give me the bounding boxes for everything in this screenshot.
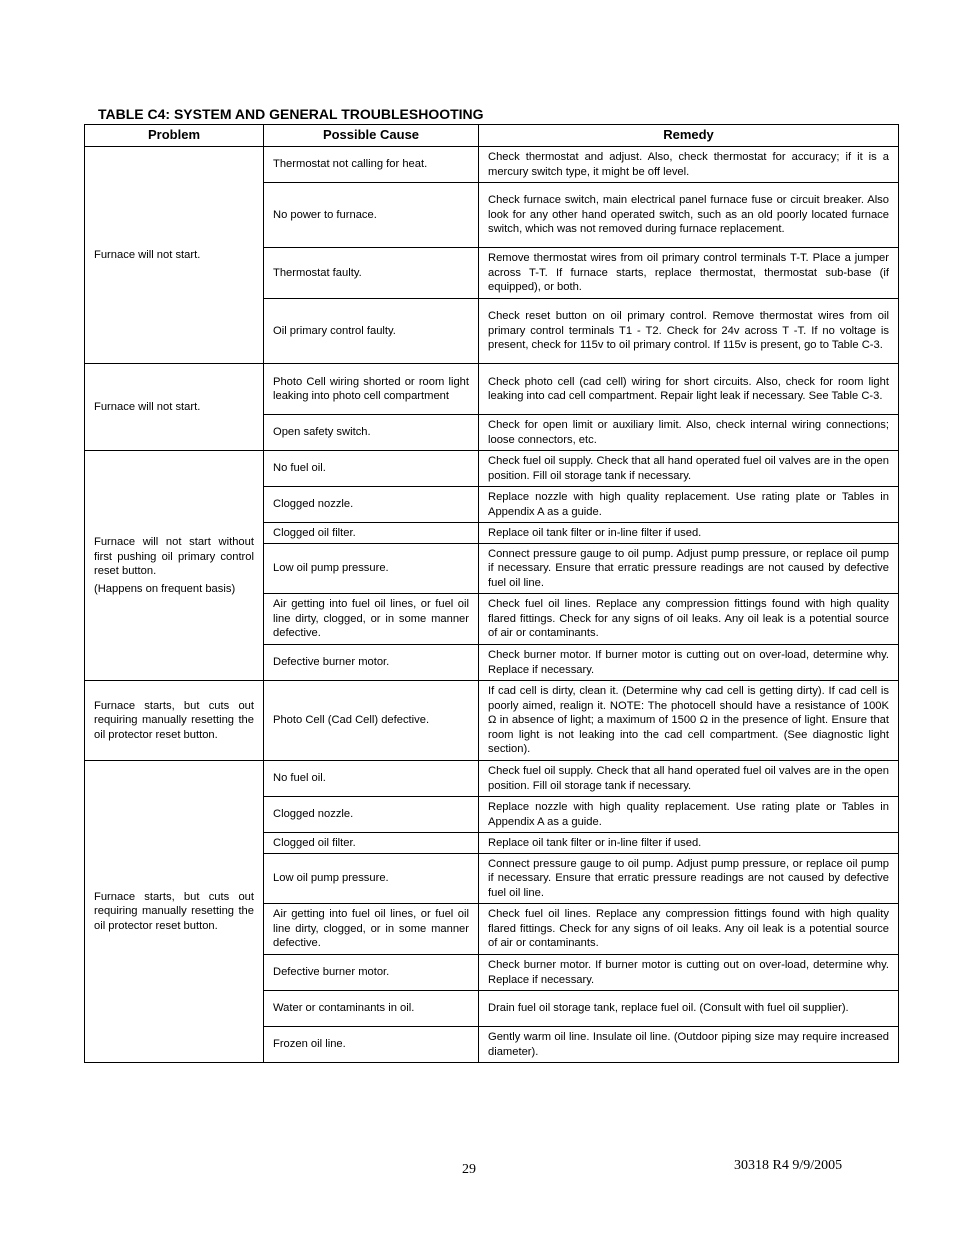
remedy-cell: Replace nozzle with high quality replacement. Use rating plate or Tables in Appendix A as a guide. [479,487,899,523]
cause-cell: Clogged nozzle. [264,797,479,833]
problem-cell [85,364,264,451]
cause-cell: Thermostat not calling for heat. [264,147,479,183]
problem-cell [85,681,264,761]
troubleshooting-table [84,124,899,1063]
remedy-cell: Check fuel oil lines. Replace any compression fittings found with high quality flared fittings. Check for any signs of oil leaks. Any oil leak is a potential source of air or contaminants. [479,594,899,645]
remedy-cell: Check furnace switch, main electrical panel furnace fuse or circuit breaker. Also look for any other hand operated switch, such as an old poorly located furnace switch, which was not removed during furnace replacement. [479,183,899,248]
table-row [85,761,899,797]
header-remedy: Remedy [479,125,899,147]
cause-cell: Open safety switch. [264,415,479,451]
table-row [85,681,899,761]
remedy-cell: Replace oil tank filter or in-line filter if used. [479,833,899,854]
remedy-cell: Connect pressure gauge to oil pump. Adjust pump pressure, or replace oil pump if necessary. Ensure that erratic pressure readings are not caused by defective fuel oil line. [479,544,899,594]
remedy-cell: Remove thermostat wires from oil primary control terminals T-T. Place a jumper across T-T. If furnace starts, replace thermostat, thermostat sub-base (if equipped), or both. [479,248,899,299]
remedy-cell: Check burner motor. If burner motor is cutting out on over-load, determine why. Replace if necessary. [479,955,899,991]
cause-cell: No fuel oil. [264,761,479,797]
table-title: TABLE C4: SYSTEM AND GENERAL TROUBLESHOOTING [98,106,484,122]
table-row [85,147,899,183]
remedy-cell: Replace oil tank filter or in-line filter if used. [479,523,899,544]
problem-cell [85,451,264,681]
cause-cell: Clogged oil filter. [264,523,479,544]
problem-note: (Happens on frequent basis) [94,582,236,595]
remedy-cell: Gently warm oil line. Insulate oil line. (Outdoor piping size may require increased diameter). [479,1027,899,1063]
cause-cell: Low oil pump pressure. [264,544,479,594]
cause-cell: Clogged nozzle. [264,487,479,523]
table-header-row [85,125,899,147]
remedy-cell: Check burner motor. If burner motor is cutting out on over-load, determine why. Replace if necessary. [479,645,899,681]
table-body [85,147,899,1063]
cause-cell: Thermostat faulty. [264,248,479,299]
table-row [85,451,899,487]
cause-cell: No fuel oil. [264,451,479,487]
cause-cell: Frozen oil line. [264,1027,479,1063]
cause-cell: Low oil pump pressure. [264,854,479,904]
table-row [85,364,899,415]
remedy-cell: Check fuel oil supply. Check that all hand operated fuel oil valves are in the open position. Fill oil storage tank if necessary. [479,451,899,487]
problem-text: Furnace starts, but cuts out requiring manually resetting the oil protector reset button. [94,699,254,741]
remedy-cell: Drain fuel oil storage tank, replace fuel oil. (Consult with fuel oil supplier). [479,991,899,1027]
remedy-cell: Check fuel oil lines. Replace any compression fittings found with high quality flared fittings. Check for any signs of oil leaks. Any oil leak is a potential source of air or contaminants. [479,904,899,955]
remedy-cell: Replace nozzle with high quality replacement. Use rating plate or Tables in Appendix A as a guide. [479,797,899,833]
problem-text: Furnace starts, but cuts out requiring manually resetting the oil protector reset button. [94,890,254,932]
cause-cell: Oil primary control faulty. [264,299,479,364]
cause-cell: Air getting into fuel oil lines, or fuel oil line dirty, clogged, or in some manner defective. [264,594,479,645]
remedy-cell: Check reset button on oil primary control. Remove thermostat wires from oil primary control terminals T1 - T2. Check for 24v across T -T. If no voltage is present, check for 115v to oil primary control. If 115v is present, go to Table C-3. [479,299,899,364]
header-possible-cause: Possible Cause [264,125,479,147]
page-number: 29 [462,1162,476,1177]
cause-cell: Clogged oil filter. [264,833,479,854]
cause-cell: No power to furnace. [264,183,479,248]
remedy-cell: Check photo cell (cad cell) wiring for short circuits. Also, check for room light leaking into cad cell compartment. Repair light leak if necessary. See Table C-3. [479,364,899,415]
remedy-cell: Check fuel oil supply. Check that all hand operated fuel oil valves are in the open position. Fill oil storage tank if necessary. [479,761,899,797]
cause-cell: Defective burner motor. [264,645,479,681]
remedy-cell: Connect pressure gauge to oil pump. Adjust pump pressure, or replace oil pump if necessary. Ensure that erratic pressure readings are not caused by defective fuel oil line. [479,854,899,904]
document-id: 30318 R4 9/9/2005 [734,1158,843,1173]
remedy-cell: Check thermostat and adjust. Also, check thermostat for accuracy; if it is a mercury switch type, it might be off level. [479,147,899,183]
remedy-cell: If cad cell is dirty, clean it. (Determine why cad cell is getting dirty). If cad cell is poorly aimed, realign it. NOTE: The photocell should have a resistance of 100K Ω in absence of light; a maximum of 1500 Ω in the presence of light. Ensure that room light is not leaking into the cad cell compartment. (See diagnostic light section). [479,681,899,761]
problem-cell [85,147,264,364]
problem-text: Furnace will not start without first pushing oil primary control reset button. [94,536,254,577]
cause-cell: Photo Cell wiring shorted or room light leaking into photo cell compartment [264,364,479,415]
problem-cell [85,761,264,1063]
cause-cell: Photo Cell (Cad Cell) defective. [264,681,479,761]
header-problem: Problem [85,125,264,147]
remedy-cell: Check for open limit or auxiliary limit. Also, check internal wiring connections; loose connectors, etc. [479,415,899,451]
cause-cell: Defective burner motor. [264,955,479,991]
cause-cell: Water or contaminants in oil. [264,991,479,1027]
problem-text: Furnace will not start. [94,400,201,413]
problem-text: Furnace will not start. [94,248,201,261]
cause-cell: Air getting into fuel oil lines, or fuel oil line dirty, clogged, or in some manner defective. [264,904,479,955]
